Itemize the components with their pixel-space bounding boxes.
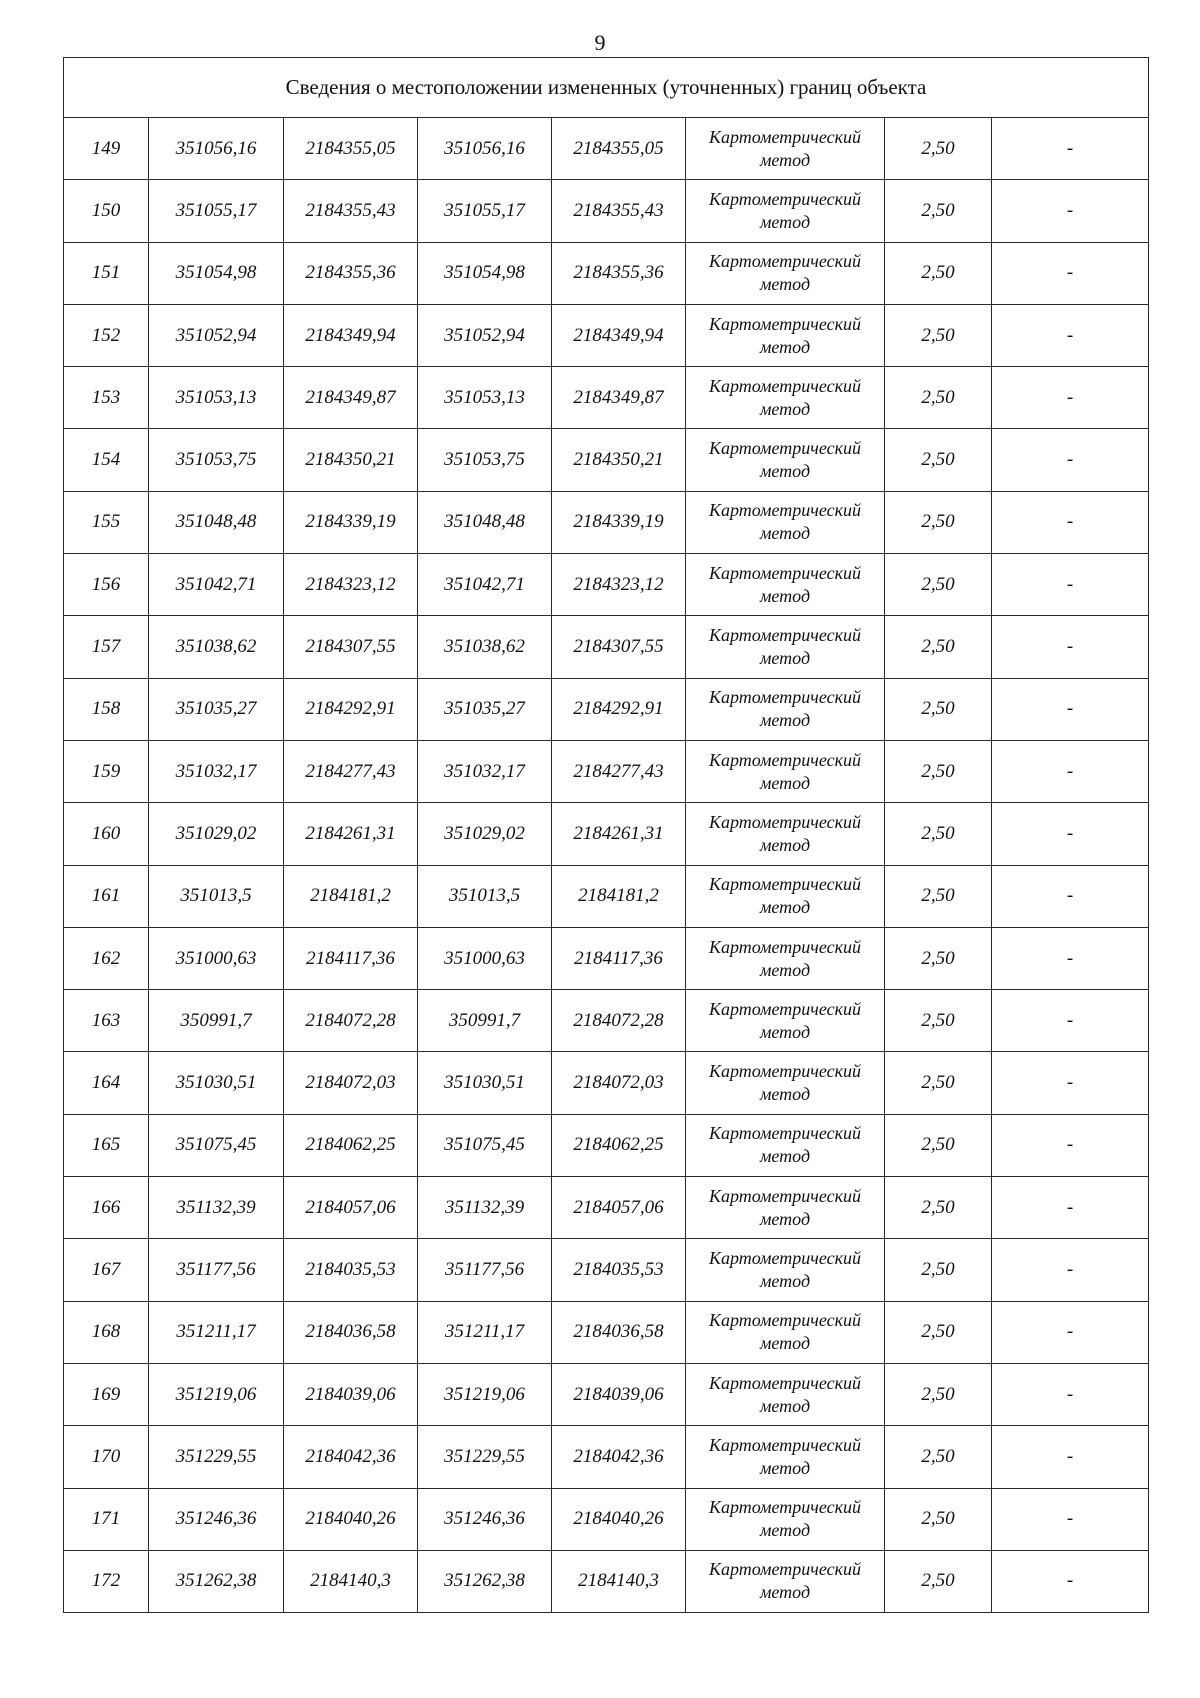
method-text: Картометрический — [708, 874, 861, 895]
point-number-cell: 156 — [64, 554, 149, 616]
method-cell — [686, 180, 885, 242]
table-row — [64, 740, 1149, 802]
table-row — [64, 118, 1149, 180]
method-cell — [686, 554, 885, 616]
existing-x-cell: 351030,51 — [149, 1052, 284, 1114]
method-text: метод — [759, 1582, 811, 1603]
method-cell — [686, 1550, 885, 1612]
accuracy-cell: 2,50 — [885, 118, 992, 180]
method-cell — [686, 491, 885, 553]
refined-y-cell: 2184035,53 — [552, 1239, 686, 1301]
point-number-cell: 155 — [64, 491, 149, 553]
refined-y-cell: 2184057,06 — [552, 1177, 686, 1239]
method-text: метод — [759, 1084, 811, 1105]
existing-x-cell: 351000,63 — [149, 927, 284, 989]
method-text: метод — [759, 585, 811, 606]
table-caption: Сведения о местоположении измененных (уточненных) границ объекта — [64, 58, 1149, 118]
accuracy-cell: 2,50 — [885, 1114, 992, 1176]
existing-y-cell: 2184072,28 — [284, 990, 418, 1052]
refined-y-cell: 2184350,21 — [552, 429, 686, 491]
existing-x-cell: 351053,13 — [149, 367, 284, 429]
method-cell — [686, 1114, 885, 1176]
refined-y-cell: 2184140,3 — [552, 1550, 686, 1612]
refined-y-cell: 2184339,19 — [552, 491, 686, 553]
method-text: Картометрический — [708, 625, 861, 646]
refined-x-cell: 351053,13 — [418, 367, 552, 429]
existing-y-cell: 2184117,36 — [284, 927, 418, 989]
existing-y-cell: 2184057,06 — [284, 1177, 418, 1239]
point-number-cell: 161 — [64, 865, 149, 927]
method-text: метод — [759, 1270, 811, 1291]
method-text: метод — [759, 897, 811, 918]
method-cell — [686, 429, 885, 491]
accuracy-cell: 2,50 — [885, 242, 992, 304]
method-text: метод — [759, 710, 811, 731]
existing-y-cell: 2184292,91 — [284, 678, 418, 740]
existing-x-cell: 351229,55 — [149, 1426, 284, 1488]
refined-y-cell: 2184181,2 — [552, 865, 686, 927]
method-text: Картометрический — [708, 1123, 861, 1144]
refined-y-cell: 2184036,58 — [552, 1301, 686, 1363]
refined-y-cell: 2184355,36 — [552, 242, 686, 304]
point-number-cell: 157 — [64, 616, 149, 678]
existing-x-cell: 351132,39 — [149, 1177, 284, 1239]
method-text: Картометрический — [708, 1061, 861, 1082]
method-text: Картометрический — [708, 375, 861, 396]
note-cell: - — [992, 1239, 1149, 1301]
existing-y-cell: 2184062,25 — [284, 1114, 418, 1176]
existing-y-cell: 2184072,03 — [284, 1052, 418, 1114]
method-text: Картометрический — [708, 749, 861, 770]
point-number-cell: 170 — [64, 1426, 149, 1488]
point-number-cell: 160 — [64, 803, 149, 865]
existing-y-cell: 2184323,12 — [284, 554, 418, 616]
point-number-cell: 153 — [64, 367, 149, 429]
method-cell — [686, 242, 885, 304]
note-cell: - — [992, 616, 1149, 678]
refined-y-cell: 2184355,05 — [552, 118, 686, 180]
existing-y-cell: 2184350,21 — [284, 429, 418, 491]
method-cell — [686, 1363, 885, 1425]
point-number-cell: 150 — [64, 180, 149, 242]
method-text: Картометрический — [708, 687, 861, 708]
table-row — [64, 803, 1149, 865]
accuracy-cell: 2,50 — [885, 1426, 992, 1488]
note-cell: - — [992, 367, 1149, 429]
method-text: Картометрический — [708, 188, 861, 209]
existing-x-cell: 351038,62 — [149, 616, 284, 678]
boundary-coordinates-table — [63, 57, 1149, 1613]
refined-x-cell: 351052,94 — [418, 304, 552, 366]
point-number-cell: 158 — [64, 678, 149, 740]
existing-y-cell: 2184349,94 — [284, 304, 418, 366]
method-cell — [686, 616, 885, 678]
accuracy-cell: 2,50 — [885, 927, 992, 989]
table-row — [64, 1239, 1149, 1301]
accuracy-cell: 2,50 — [885, 1239, 992, 1301]
method-text: метод — [759, 1021, 811, 1042]
existing-x-cell: 351075,45 — [149, 1114, 284, 1176]
refined-y-cell: 2184307,55 — [552, 616, 686, 678]
note-cell: - — [992, 1052, 1149, 1114]
note-cell: - — [992, 990, 1149, 1052]
note-cell: - — [992, 429, 1149, 491]
point-number-cell: 166 — [64, 1177, 149, 1239]
point-number-cell: 159 — [64, 740, 149, 802]
point-number-cell: 162 — [64, 927, 149, 989]
method-cell — [686, 118, 885, 180]
method-text: метод — [759, 1146, 811, 1167]
method-text: Картометрический — [708, 1434, 861, 1455]
refined-y-cell: 2184042,36 — [552, 1426, 686, 1488]
method-cell — [686, 865, 885, 927]
table-row — [64, 1426, 1149, 1488]
table-row — [64, 1488, 1149, 1550]
existing-x-cell: 351262,38 — [149, 1550, 284, 1612]
method-cell — [686, 1177, 885, 1239]
existing-y-cell: 2184277,43 — [284, 740, 418, 802]
method-text: метод — [759, 1395, 811, 1416]
method-cell — [686, 1239, 885, 1301]
existing-y-cell: 2184039,06 — [284, 1363, 418, 1425]
refined-x-cell: 351029,02 — [418, 803, 552, 865]
refined-x-cell: 351048,48 — [418, 491, 552, 553]
existing-y-cell: 2184355,05 — [284, 118, 418, 180]
point-number-cell: 154 — [64, 429, 149, 491]
method-text: метод — [759, 648, 811, 669]
refined-x-cell: 351042,71 — [418, 554, 552, 616]
method-text: метод — [759, 772, 811, 793]
refined-y-cell: 2184039,06 — [552, 1363, 686, 1425]
existing-x-cell: 350991,7 — [149, 990, 284, 1052]
point-number-cell: 163 — [64, 990, 149, 1052]
method-cell — [686, 740, 885, 802]
point-number-cell: 169 — [64, 1363, 149, 1425]
point-number-cell: 172 — [64, 1550, 149, 1612]
method-cell — [686, 803, 885, 865]
table-row — [64, 616, 1149, 678]
table-row — [64, 678, 1149, 740]
existing-x-cell: 351029,02 — [149, 803, 284, 865]
existing-x-cell: 351053,75 — [149, 429, 284, 491]
table-row — [64, 1052, 1149, 1114]
accuracy-cell: 2,50 — [885, 1301, 992, 1363]
note-cell: - — [992, 1426, 1149, 1488]
method-cell — [686, 367, 885, 429]
accuracy-cell: 2,50 — [885, 1363, 992, 1425]
method-text: метод — [759, 149, 811, 170]
accuracy-cell: 2,50 — [885, 1550, 992, 1612]
method-text: метод — [759, 1208, 811, 1229]
accuracy-cell: 2,50 — [885, 554, 992, 616]
accuracy-cell: 2,50 — [885, 180, 992, 242]
method-text: Картометрический — [708, 500, 861, 521]
existing-x-cell: 351013,5 — [149, 865, 284, 927]
note-cell: - — [992, 927, 1149, 989]
point-number-cell: 167 — [64, 1239, 149, 1301]
existing-y-cell: 2184355,43 — [284, 180, 418, 242]
method-text: Картометрический — [708, 562, 861, 583]
refined-y-cell: 2184062,25 — [552, 1114, 686, 1176]
method-text: метод — [759, 1520, 811, 1541]
note-cell: - — [992, 1177, 1149, 1239]
existing-y-cell: 2184261,31 — [284, 803, 418, 865]
point-number-cell: 151 — [64, 242, 149, 304]
refined-x-cell: 351038,62 — [418, 616, 552, 678]
accuracy-cell: 2,50 — [885, 616, 992, 678]
accuracy-cell: 2,50 — [885, 740, 992, 802]
existing-x-cell: 351052,94 — [149, 304, 284, 366]
table-row — [64, 491, 1149, 553]
note-cell: - — [992, 242, 1149, 304]
accuracy-cell: 2,50 — [885, 429, 992, 491]
table-row — [64, 1301, 1149, 1363]
refined-x-cell: 351030,51 — [418, 1052, 552, 1114]
table-row — [64, 1363, 1149, 1425]
method-cell — [686, 304, 885, 366]
existing-y-cell: 2184040,26 — [284, 1488, 418, 1550]
existing-y-cell: 2184042,36 — [284, 1426, 418, 1488]
table-row — [64, 1177, 1149, 1239]
accuracy-cell: 2,50 — [885, 990, 992, 1052]
accuracy-cell: 2,50 — [885, 678, 992, 740]
table-row — [64, 242, 1149, 304]
accuracy-cell: 2,50 — [885, 304, 992, 366]
method-cell — [686, 1426, 885, 1488]
table-row — [64, 554, 1149, 616]
refined-y-cell: 2184072,28 — [552, 990, 686, 1052]
accuracy-cell: 2,50 — [885, 1488, 992, 1550]
method-cell — [686, 1301, 885, 1363]
note-cell: - — [992, 118, 1149, 180]
existing-y-cell: 2184339,19 — [284, 491, 418, 553]
method-text: Картометрический — [708, 811, 861, 832]
note-cell: - — [992, 678, 1149, 740]
method-text: Картометрический — [708, 1497, 861, 1518]
note-cell: - — [992, 1550, 1149, 1612]
point-number-cell: 149 — [64, 118, 149, 180]
refined-x-cell: 351055,17 — [418, 180, 552, 242]
existing-y-cell: 2184181,2 — [284, 865, 418, 927]
refined-y-cell: 2184072,03 — [552, 1052, 686, 1114]
method-text: Картометрический — [708, 313, 861, 334]
existing-x-cell: 351035,27 — [149, 678, 284, 740]
refined-x-cell: 351229,55 — [418, 1426, 552, 1488]
method-text: метод — [759, 1457, 811, 1478]
method-text: метод — [759, 1333, 811, 1354]
refined-y-cell: 2184292,91 — [552, 678, 686, 740]
refined-y-cell: 2184277,43 — [552, 740, 686, 802]
existing-x-cell: 351056,16 — [149, 118, 284, 180]
refined-x-cell: 351219,06 — [418, 1363, 552, 1425]
method-text: метод — [759, 461, 811, 482]
refined-y-cell: 2184323,12 — [552, 554, 686, 616]
accuracy-cell: 2,50 — [885, 803, 992, 865]
note-cell: - — [992, 304, 1149, 366]
refined-y-cell: 2184040,26 — [552, 1488, 686, 1550]
note-cell: - — [992, 740, 1149, 802]
table-row — [64, 865, 1149, 927]
table-row — [64, 990, 1149, 1052]
accuracy-cell: 2,50 — [885, 491, 992, 553]
existing-y-cell: 2184307,55 — [284, 616, 418, 678]
refined-x-cell: 351032,17 — [418, 740, 552, 802]
method-text: Картометрический — [708, 998, 861, 1019]
refined-x-cell: 351054,98 — [418, 242, 552, 304]
table-row — [64, 927, 1149, 989]
existing-x-cell: 351042,71 — [149, 554, 284, 616]
refined-y-cell: 2184349,87 — [552, 367, 686, 429]
refined-x-cell: 351246,36 — [418, 1488, 552, 1550]
note-cell: - — [992, 1301, 1149, 1363]
page-number: 9 — [594, 30, 606, 55]
existing-y-cell: 2184035,53 — [284, 1239, 418, 1301]
refined-x-cell: 351013,5 — [418, 865, 552, 927]
note-cell: - — [992, 554, 1149, 616]
existing-y-cell: 2184036,58 — [284, 1301, 418, 1363]
method-text: Картометрический — [708, 438, 861, 459]
note-cell: - — [992, 803, 1149, 865]
method-text: Картометрический — [708, 1185, 861, 1206]
accuracy-cell: 2,50 — [885, 1052, 992, 1114]
accuracy-cell: 2,50 — [885, 865, 992, 927]
refined-x-cell: 351262,38 — [418, 1550, 552, 1612]
method-cell — [686, 678, 885, 740]
method-text: Картометрический — [708, 1559, 861, 1580]
refined-x-cell: 350991,7 — [418, 990, 552, 1052]
existing-x-cell: 351219,06 — [149, 1363, 284, 1425]
note-cell: - — [992, 865, 1149, 927]
refined-x-cell: 351000,63 — [418, 927, 552, 989]
refined-x-cell: 351056,16 — [418, 118, 552, 180]
refined-x-cell: 351177,56 — [418, 1239, 552, 1301]
method-text: Картометрический — [708, 1310, 861, 1331]
accuracy-cell: 2,50 — [885, 1177, 992, 1239]
refined-x-cell: 351053,75 — [418, 429, 552, 491]
existing-x-cell: 351048,48 — [149, 491, 284, 553]
method-cell — [686, 1052, 885, 1114]
note-cell: - — [992, 1363, 1149, 1425]
refined-x-cell: 351211,17 — [418, 1301, 552, 1363]
refined-x-cell: 351075,45 — [418, 1114, 552, 1176]
existing-y-cell: 2184140,3 — [284, 1550, 418, 1612]
refined-x-cell: 351035,27 — [418, 678, 552, 740]
note-cell: - — [992, 1114, 1149, 1176]
table-row — [64, 304, 1149, 366]
point-number-cell: 165 — [64, 1114, 149, 1176]
method-cell — [686, 990, 885, 1052]
table-row — [64, 1550, 1149, 1612]
existing-x-cell: 351211,17 — [149, 1301, 284, 1363]
method-text: метод — [759, 959, 811, 980]
method-text: Картометрический — [708, 126, 861, 147]
method-text: метод — [759, 523, 811, 544]
method-text: Картометрический — [708, 251, 861, 272]
note-cell: - — [992, 491, 1149, 553]
refined-y-cell: 2184117,36 — [552, 927, 686, 989]
method-text: метод — [759, 834, 811, 855]
existing-x-cell: 351246,36 — [149, 1488, 284, 1550]
table-row — [64, 429, 1149, 491]
refined-y-cell: 2184355,43 — [552, 180, 686, 242]
method-cell — [686, 1488, 885, 1550]
refined-x-cell: 351132,39 — [418, 1177, 552, 1239]
table-row — [64, 1114, 1149, 1176]
note-cell: - — [992, 180, 1149, 242]
accuracy-cell: 2,50 — [885, 367, 992, 429]
method-text: Картометрический — [708, 936, 861, 957]
method-cell — [686, 927, 885, 989]
point-number-cell: 171 — [64, 1488, 149, 1550]
point-number-cell: 164 — [64, 1052, 149, 1114]
method-text: Картометрический — [708, 1372, 861, 1393]
refined-y-cell: 2184349,94 — [552, 304, 686, 366]
point-number-cell: 152 — [64, 304, 149, 366]
existing-x-cell: 351054,98 — [149, 242, 284, 304]
table-row — [64, 180, 1149, 242]
existing-y-cell: 2184349,87 — [284, 367, 418, 429]
method-text: метод — [759, 398, 811, 419]
existing-x-cell: 351055,17 — [149, 180, 284, 242]
method-text: метод — [759, 211, 811, 232]
refined-y-cell: 2184261,31 — [552, 803, 686, 865]
table-row — [64, 367, 1149, 429]
method-text: метод — [759, 274, 811, 295]
existing-y-cell: 2184355,36 — [284, 242, 418, 304]
method-text: Картометрический — [708, 1247, 861, 1268]
existing-x-cell: 351032,17 — [149, 740, 284, 802]
existing-x-cell: 351177,56 — [149, 1239, 284, 1301]
point-number-cell: 168 — [64, 1301, 149, 1363]
method-text: метод — [759, 336, 811, 357]
note-cell: - — [992, 1488, 1149, 1550]
